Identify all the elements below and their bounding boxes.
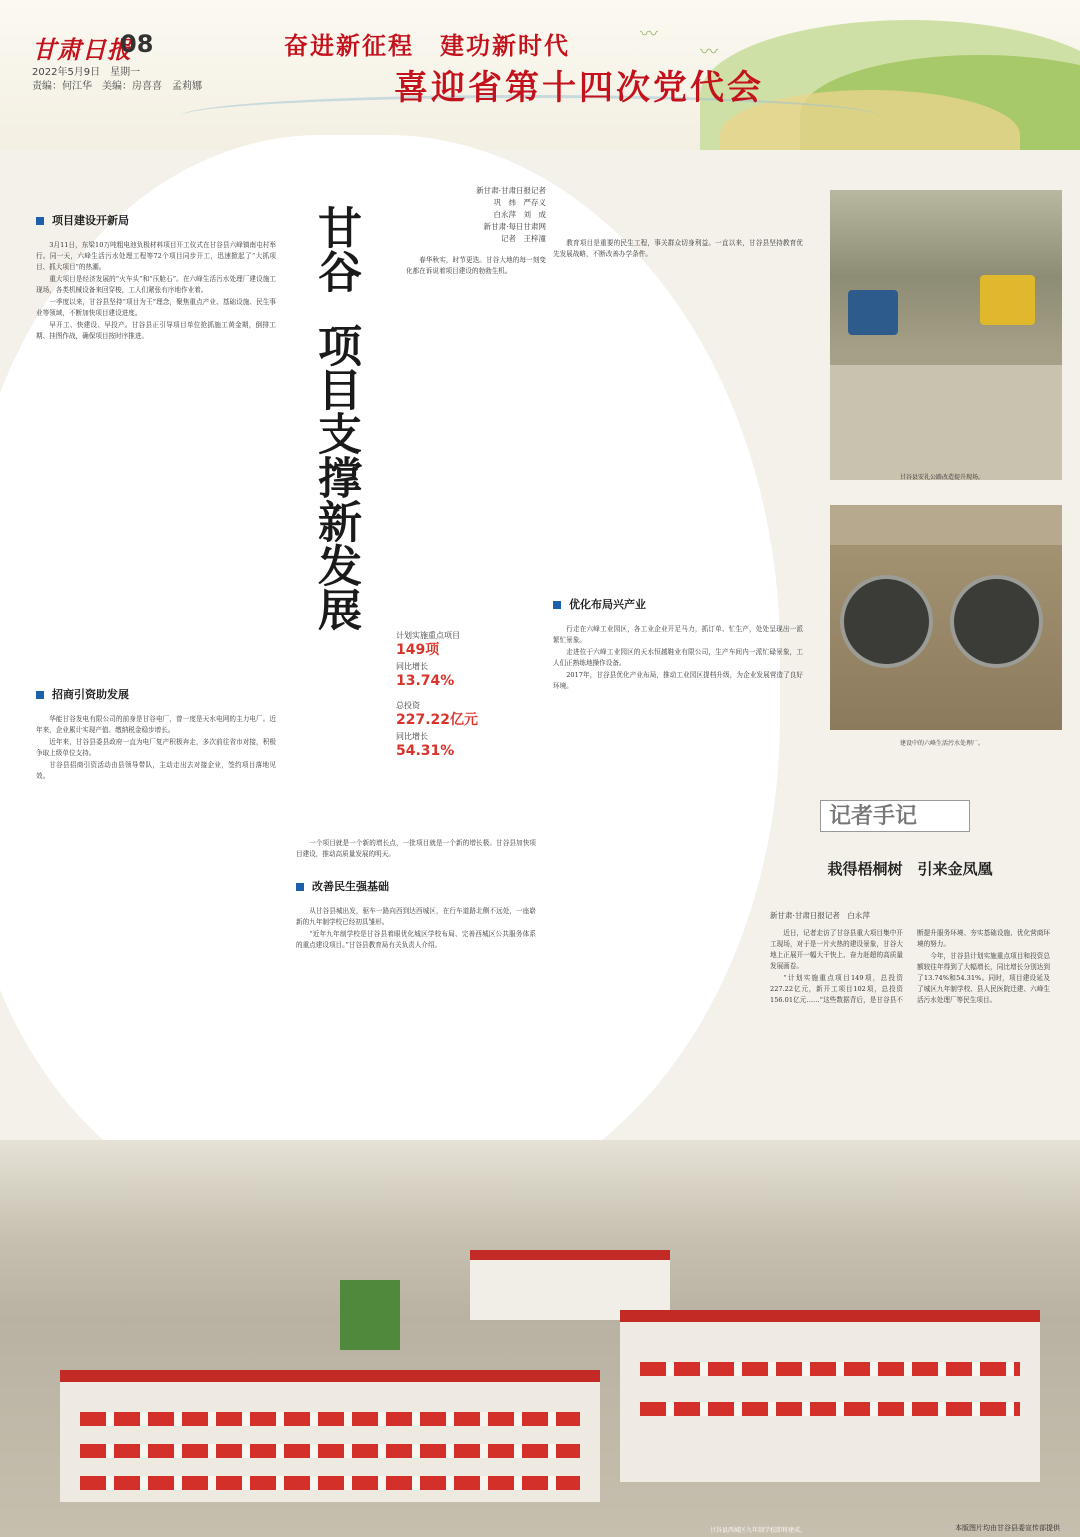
headline-top: 甘谷 — [310, 205, 361, 293]
stat-item — [396, 700, 526, 729]
bird-icon: 〰 — [700, 42, 718, 63]
byline-line: 白永萍 刘 成 — [493, 210, 546, 219]
road-surface — [830, 365, 1062, 480]
stat-value: 149项 — [396, 642, 440, 658]
newspaper-logo: 甘肃日报 — [32, 35, 132, 64]
roller-truck-shape — [848, 290, 898, 335]
photo-caption: 甘谷县安礼公路改造提升现场。 — [900, 474, 985, 481]
editors: 责编：何江华 美编：房喜喜 孟莉娜 — [32, 81, 202, 92]
stat-label: 同比增长 — [396, 662, 428, 671]
photo-caption: 建设中的六峰生活污水处理厂。 — [900, 740, 985, 747]
stats-box — [396, 630, 526, 800]
dateline — [32, 66, 202, 94]
loader-truck-shape — [980, 275, 1035, 325]
school-building — [60, 1370, 600, 1502]
paragraph: “近年九年制学校是甘谷县着眼优化城区学校布局、完善西城区公共服务体系的重点建设项目。”甘谷县教育局有关负责人介绍。 — [296, 930, 536, 949]
paragraph: 近年来，甘谷县委县政府一直为电厂复产积极奔走，多次前往省市对接，积极争取上级单位支持。 — [36, 738, 276, 757]
headline-gap — [300, 293, 370, 323]
site-ground — [830, 505, 1062, 545]
byline-line: 新甘肃·甘肃日报记者 — [476, 186, 546, 195]
paragraph: 早开工、快建设、早投产。甘谷县正引导项目单位抢抓施工黄金期，倒排工期、挂图作战，确保项目按时序推进。 — [36, 321, 276, 340]
paragraph: 甘谷县招商引资活动由县领导带队，主动走出去对接企业，签约项目落地见效。 — [36, 761, 276, 780]
stat-value: 13.74% — [396, 673, 455, 689]
window-row — [80, 1412, 580, 1426]
window-row — [640, 1402, 1020, 1416]
section-title: 项目建设开新局 — [36, 212, 276, 228]
masthead-banner — [0, 0, 1080, 150]
paragraph: 一季度以来，甘谷县坚持“项目为王”理念，聚焦重点产业、基础设施、民生事业等领域，不断加快项目建设进度。 — [36, 298, 276, 317]
photo-caption: 甘谷县西城区九年制学校即将建成。 — [710, 1527, 807, 1534]
note-title: 栽得梧桐树 引来金凤凰 — [827, 860, 993, 878]
paragraph: 2017年，甘谷县优化产业布局，推动工业园区提档升级，为企业发展营造了良好环境。 — [553, 671, 803, 690]
slogan-line1: 奋进新征程 建功新时代 — [284, 32, 570, 60]
school-building — [620, 1310, 1040, 1482]
byline-line: 记者 王梓潼 — [501, 234, 546, 243]
stat-item — [396, 630, 526, 659]
paragraph: 今年，甘谷县计划实施重点项目和投资总额较往年得到了大幅增长，同比增长分别达到了13.74%和54.31%。同时，项目建设延及了城区九年制学校、县人民医院迁建、六峰生活污水处理厂等民生项目。 — [917, 952, 1050, 1004]
school-aerial-photo — [0, 1140, 1080, 1537]
window-row — [80, 1476, 580, 1490]
lower-middle-column — [296, 838, 536, 1116]
headline-main: 项目支撑新发展 — [310, 323, 361, 631]
paragraph: 重大项目是经济发展的“火车头”和“压舱石”。在六峰生活污水处理厂建设施工现场，各类机械设备来回穿梭，工人们紧张有序地作业着。 — [36, 275, 276, 294]
section-body — [36, 714, 276, 1134]
scaffold-building — [340, 1280, 400, 1350]
stat-item — [396, 731, 526, 760]
slogan-line2: 喜迎省第十四次党代会 — [394, 68, 764, 108]
stat-item — [396, 661, 526, 690]
section-title: 优化布局兴产业 — [553, 596, 803, 612]
note-body — [770, 928, 1050, 1138]
section-title: 招商引资助发展 — [36, 686, 276, 702]
paragraph: 走进位于六峰工业园区的天水恒越鞋业有限公司，生产车间内一派忙碌景象，工人们正熟练地操作设备。 — [553, 648, 803, 667]
byline — [406, 185, 546, 245]
paragraph: 春华秋实，时节更迭。甘谷大地的每一刻变化都在诉说着项目建设的勃勃生机。 — [406, 256, 546, 275]
byline-column — [406, 185, 546, 585]
sky-area — [0, 1140, 1080, 1230]
paragraph: “计划实施重点项目149项，总投资227.22亿元，新开工项目102项，总投资156.01亿元……”这些数据背后，是甘谷县不断提升服务环境、夯实基础设施、优化营商环境的努力。 — [770, 929, 1050, 1004]
note-byline: 新甘肃·甘肃日报记者 白永萍 — [770, 911, 870, 920]
stat-value: 227.22亿元 — [396, 712, 479, 728]
paragraph: 3月11日，东梁10万吨粗电池负极材料项目开工仪式在甘谷县六峰镇南屯村举行。同一天，六峰生活污水处理工程等72个项目同步开工，迅速掀起了“大抓项目、抓大项目”的热潮。 — [36, 241, 276, 271]
window-row — [80, 1444, 580, 1458]
middle-column — [553, 238, 803, 924]
wastewater-plant-photo — [830, 505, 1062, 730]
section-body — [553, 624, 803, 924]
left-column — [36, 212, 276, 1134]
issue-date: 2022年5月9日 星期一 — [32, 67, 141, 78]
note-column — [770, 910, 1050, 1138]
paragraph: 近日，记者走访了甘谷县重大项目集中开工现场，对于是一片火热的建设景象，甘谷大地上正展开一幅大干快上、奋力赶超的高质量发展画卷。 — [770, 929, 903, 970]
column-header: 记者手记 — [820, 800, 970, 832]
road-construction-photo — [830, 190, 1062, 480]
section-title: 改善民生强基础 — [296, 878, 536, 894]
paragraph: 教育项目是重要的民生工程，事关群众切身利益。一直以来，甘谷县坚持教育优先发展战略，不断改善办学条件。 — [553, 239, 803, 258]
section-body — [553, 238, 803, 578]
stat-label: 总投资 — [396, 701, 420, 710]
byline-line: 巩 炜 严存义 — [493, 198, 546, 207]
byline-line: 新甘肃·每日甘肃网 — [483, 222, 546, 231]
page-number: 08 — [120, 30, 154, 58]
paragraph: 行走在六峰工业园区，各工业企业开足马力，抓订单、忙生产，处处呈现出一派繁忙景象。 — [553, 625, 803, 644]
paragraph: 华能甘谷发电有限公司的前身是甘谷电厂，曾一度是天水电网的主力电厂。近年来，企业累计实现产值、缴纳税金稳步增长。 — [36, 715, 276, 734]
paragraph: 一个项目就是一个新的增长点，一批项目就是一个新的增长极。甘谷县加快项目建设，推动高质量发展的明天。 — [296, 839, 536, 858]
window-row — [640, 1362, 1020, 1376]
tank-shape — [840, 575, 933, 668]
stat-label: 同比增长 — [396, 732, 428, 741]
headline — [300, 205, 370, 631]
photo-credit: 本版图片均由甘谷县委宣传部提供 — [955, 1524, 1060, 1532]
section-body — [296, 906, 536, 1116]
section-body — [36, 240, 276, 670]
stat-label: 计划实施重点项目 — [396, 631, 460, 640]
paragraph: 从甘谷县城出发，驱车一路向西到达西城区，在行车道路北侧不远处，一座崭新的九年制学校已经初具雏形。 — [296, 907, 536, 926]
bird-icon: 〰 — [640, 24, 658, 45]
tank-shape — [950, 575, 1043, 668]
closing-paragraph — [296, 838, 536, 868]
stat-value: 54.31% — [396, 743, 455, 759]
lead-paragraph — [406, 255, 546, 585]
